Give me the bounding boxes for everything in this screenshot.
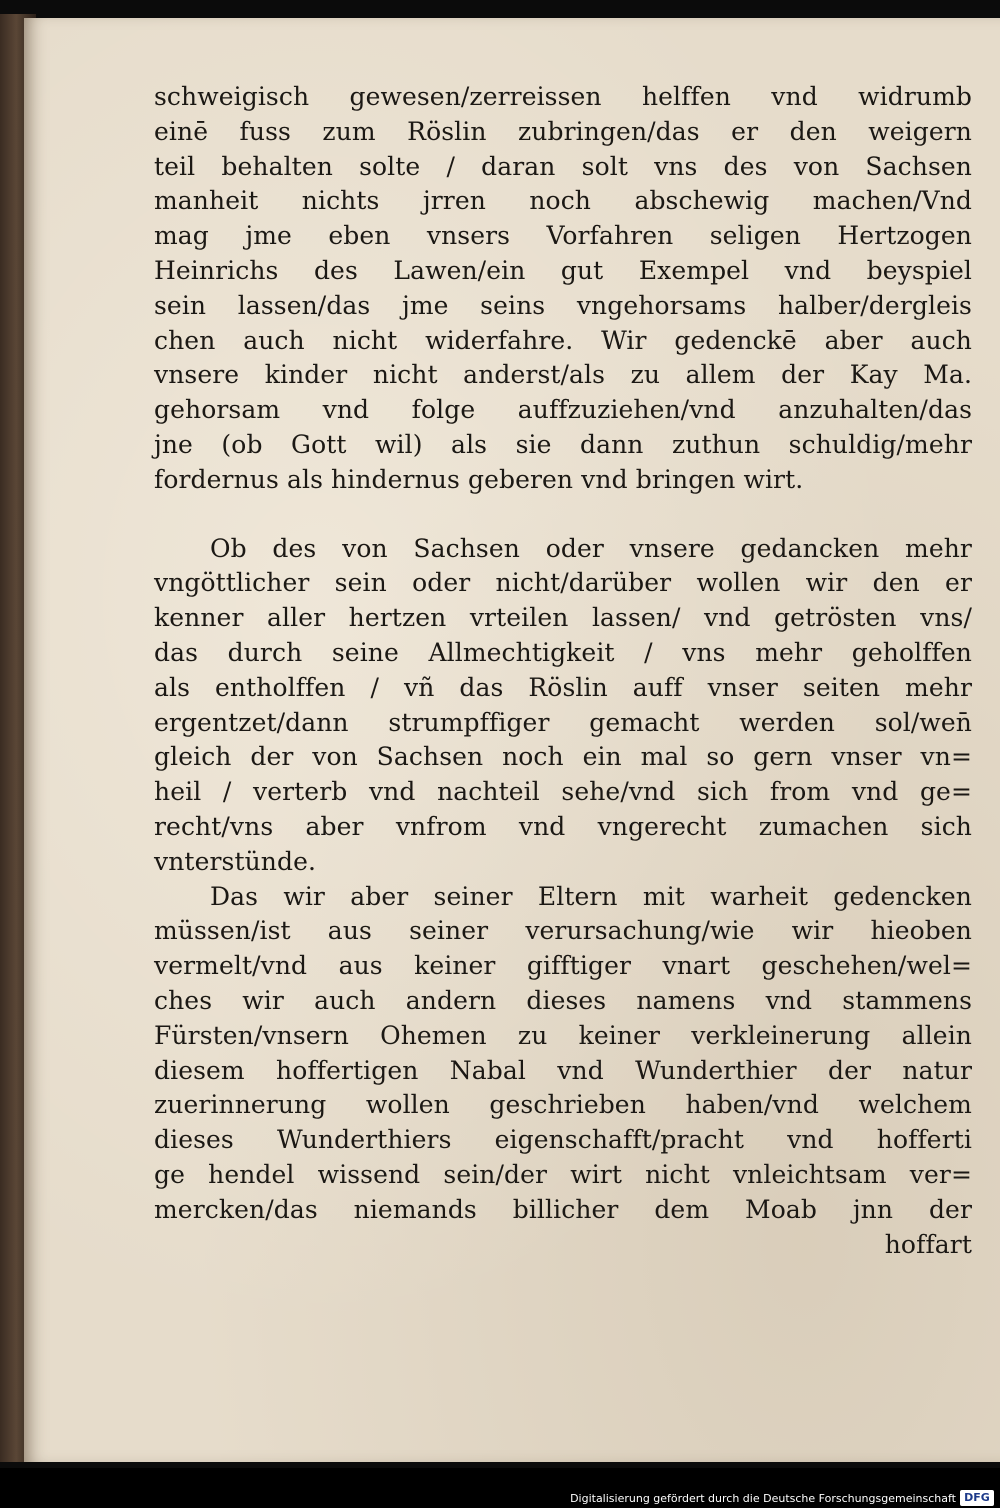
text-line: chen auch nicht widerfahre. Wir gedenckē aber auch (154, 325, 972, 355)
catchword: hoffart (884, 1229, 972, 1259)
dfg-logo: DFG (960, 1490, 994, 1506)
text-line: fordernus als hindernus geberen vnd bringen wirt. (154, 464, 804, 494)
book-page (24, 18, 1000, 1462)
text-line: heil / verterb vnd nachteil sehe/vnd sich from vnd ge= (154, 777, 972, 807)
footer-bar (0, 1468, 1000, 1508)
text-line: einē fuss zum Röslin zubringen/das er den weigern (154, 116, 972, 146)
text-line: Ob des von Sachsen oder vnsere gedancken mehr (210, 533, 972, 563)
paragraph-gap (154, 498, 972, 532)
text-line: vermelt/vnd aus keiner gifftiger vnart geschehen/wel= (154, 951, 972, 981)
text-line: vnterstünde. (154, 846, 317, 876)
text-line: zuerinnerung wollen geschrieben haben/vnd welchem (154, 1090, 972, 1120)
text-line: diesem hoffertigen Nabal vnd Wunderthier der natur (154, 1055, 972, 1085)
page-text-block (154, 80, 972, 1262)
text-line: müssen/ist aus seiner verursachung/wie wir hieoben (154, 916, 972, 946)
text-line: kenner aller hertzen vrteilen lassen/ vnd getrösten vns/ (154, 603, 972, 633)
text-line: schweigisch gewesen/zerreissen helffen vnd widrumb (154, 82, 972, 111)
text-line: jne (ob Gott wil) als sie dann zuthun schuldig/mehr (154, 429, 972, 459)
text-line: dieses Wunderthiers eigenschafft/pracht vnd hofferti (154, 1125, 972, 1155)
text-line: Fürsten/vnsern Ohemen zu keiner verkleinerung allein (154, 1020, 972, 1050)
text-line: teil behalten solte / daran solt vns des von Sachsen (154, 151, 972, 181)
text-line: vnsere kinder nicht anderst/als zu allem der Kay Ma. (154, 360, 972, 390)
text-line: ches wir auch andern dieses namens vnd stammens (154, 985, 972, 1015)
text-line: manheit nichts jrren noch abschewig machen/Vnd (154, 186, 972, 216)
text-line: gehorsam vnd folge auffzuziehen/vnd anzuhalten/das (154, 395, 972, 425)
text-line: das durch seine Allmechtigkeit / vns mehr geholffen (154, 637, 972, 667)
text-line: mercken/das niemands billicher dem Moab jnn der (154, 1194, 972, 1224)
text-line: Das wir aber seiner Eltern mit warheit gedencken (210, 881, 972, 911)
text-line: Heinrichs des Lawen/ein gut Exempel vnd beyspiel (154, 255, 972, 285)
text-line: als entholffen / vñ das Röslin auff vnser seiten mehr (154, 672, 972, 702)
text-line: gleich der von Sachsen noch ein mal so gern vnser vn= (154, 742, 972, 772)
text-line: ergentzet/dann strumpffiger gemacht werden sol/wen̄ (154, 707, 972, 737)
text-line: sein lassen/das jme seins vngehorsams halber/dergleis (154, 290, 972, 320)
text-line: ge hendel wissend sein/der wirt nicht vnleichtsam ver= (154, 1159, 972, 1189)
funding-note: Digitalisierung gefördert durch die Deutsche Forschungsgemeinschaft (570, 1492, 956, 1505)
text-line: vngöttlicher sein oder nicht/darüber wollen wir den er (154, 568, 972, 598)
text-line: mag jme eben vnsers Vorfahren seligen Hertzogen (154, 221, 972, 251)
text-line: recht/vns aber vnfrom vnd vngerecht zumachen sich (154, 811, 972, 841)
